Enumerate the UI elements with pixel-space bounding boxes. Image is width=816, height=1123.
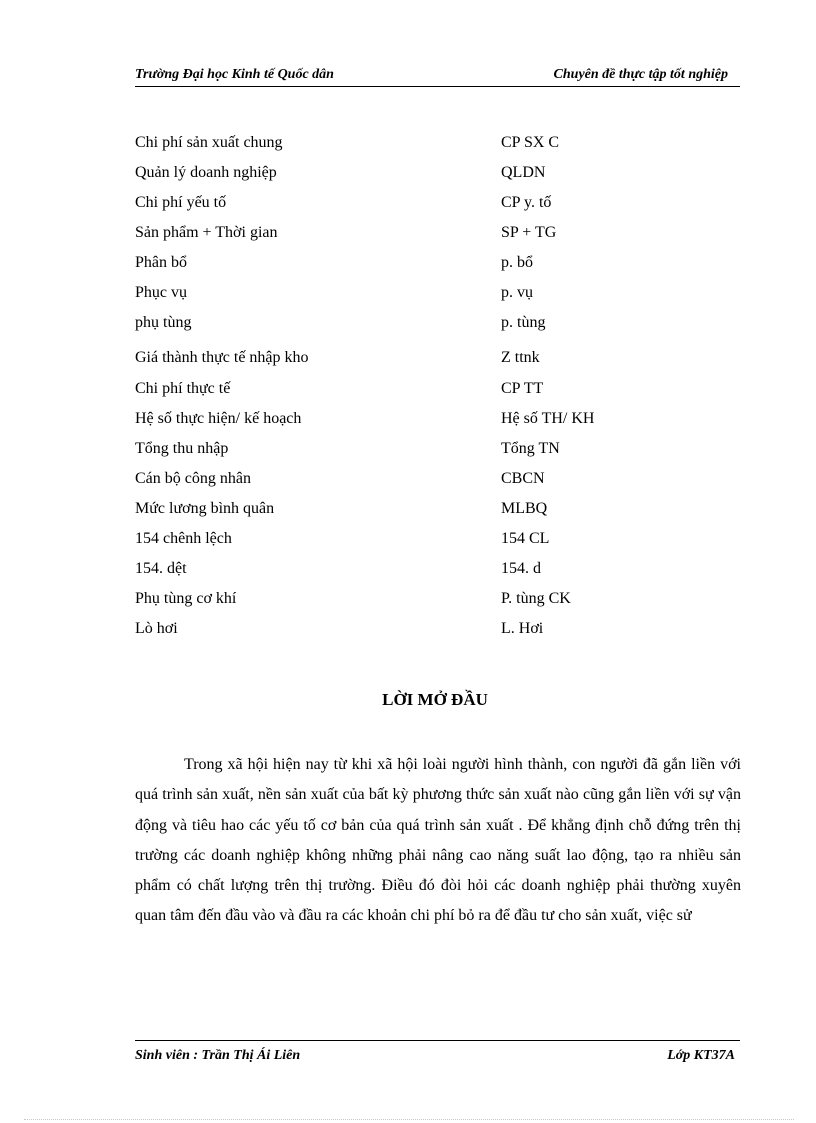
abbreviation-row — [135, 587, 695, 617]
abbreviation-term: 154 chênh lệch — [135, 530, 232, 547]
abbreviation-row — [135, 341, 695, 377]
section-title: LỜI MỞ ĐẦU — [382, 690, 488, 709]
abbreviation-list — [135, 131, 695, 647]
abbreviation-term: Phụ tùng cơ khí — [135, 590, 237, 607]
abbreviation-code: MLBQ — [501, 500, 548, 517]
abbreviation-row — [135, 161, 695, 191]
abbreviation-code: CP SX C — [501, 134, 560, 151]
abbreviation-code: P. tùng CK — [501, 590, 571, 607]
abbreviation-code: CP TT — [501, 380, 544, 397]
abbreviation-row — [135, 437, 695, 467]
abbreviation-code: QLDN — [501, 164, 546, 181]
abbreviation-term: phụ tùng — [135, 314, 192, 331]
abbreviation-term: Chi phí yếu tố — [135, 194, 227, 211]
abbreviation-row — [135, 557, 695, 587]
abbreviation-term: 154. dệt — [135, 560, 187, 577]
abbreviation-row — [135, 497, 695, 527]
abbreviation-row — [135, 131, 695, 161]
body-text — [135, 750, 741, 932]
abbreviation-code: CBCN — [501, 470, 545, 487]
abbreviation-row — [135, 251, 695, 281]
page-edge-divider — [24, 1119, 794, 1120]
abbreviation-term: Quản lý doanh nghiệp — [135, 164, 277, 181]
abbreviation-code: 154 CL — [501, 530, 550, 547]
abbreviation-code: L. Hơi — [501, 620, 544, 637]
page-footer — [135, 1040, 740, 1067]
abbreviation-term: Lò hơi — [135, 620, 178, 637]
abbreviation-term: Mức lương bình quân — [135, 500, 275, 517]
abbreviation-code: p. bổ — [501, 254, 533, 271]
abbreviation-term: Hệ số thực hiện/ kế hoạch — [135, 410, 302, 427]
abbreviation-row — [135, 221, 695, 251]
abbreviation-row — [135, 467, 695, 497]
abbreviation-row — [135, 311, 695, 341]
header-university: Trường Đại học Kinh tế Quốc dân — [135, 67, 334, 82]
header-document-type: Chuyên đề thực tập tốt nghiệp — [553, 67, 728, 82]
abbreviation-code: p. vụ — [501, 284, 533, 301]
introduction-paragraph: Trong xã hội hiện nay từ khi xã hội loài người hình thành, con người đã gắn liền với quá trình sản xuất, nền sản xuất của bất kỳ phương thức sản xuất nào cũng gắn liền với sự vận động và tiêu hao các yếu tố cơ bản của quá trình sản xuất . Để khẳng định chỗ đứng trên thị trường các doanh nghiệp không những phải nâng cao năng suất lao động, tạo ra nhiều sản phẩm có chất lượng trên thị trường. Điều đó đòi hỏi các doanh nghiệp phải thường xuyên quan tâm đến đầu vào và đầu ra các khoản chi phí bỏ ra để đầu tư cho sản xuất, việc sử — [135, 756, 741, 925]
abbreviation-code: SP + TG — [501, 224, 557, 241]
abbreviation-code: p. tùng — [501, 314, 546, 331]
footer-student-name: Sinh viên : Trần Thị Ái Liên — [135, 1048, 301, 1063]
abbreviation-row — [135, 281, 695, 311]
abbreviation-term: Chi phí thực tế — [135, 380, 231, 397]
abbreviation-row — [135, 527, 695, 557]
abbreviation-code: 154. d — [501, 560, 541, 577]
footer-class: Lớp KT37A — [667, 1048, 735, 1063]
abbreviation-row — [135, 407, 695, 437]
abbreviation-term: Chi phí sản xuất chung — [135, 134, 283, 151]
abbreviation-term: Phân bổ — [135, 254, 187, 271]
abbreviation-row — [135, 617, 695, 647]
abbreviation-term: Cán bộ công nhân — [135, 470, 251, 487]
abbreviation-row — [135, 377, 695, 407]
page-header — [135, 66, 740, 87]
abbreviation-code: Hệ số TH/ KH — [501, 410, 595, 427]
abbreviation-row — [135, 191, 695, 221]
abbreviation-term: Phục vụ — [135, 284, 187, 301]
abbreviation-term: Giá thành thực tế nhập kho — [135, 349, 309, 366]
abbreviation-term: Sản phẩm + Thời gian — [135, 224, 278, 241]
abbreviation-code: Z ttnk — [501, 349, 540, 366]
abbreviation-code: Tổng TN — [501, 440, 560, 457]
abbreviation-term: Tổng thu nhập — [135, 440, 229, 457]
abbreviation-code: CP y. tố — [501, 194, 552, 211]
